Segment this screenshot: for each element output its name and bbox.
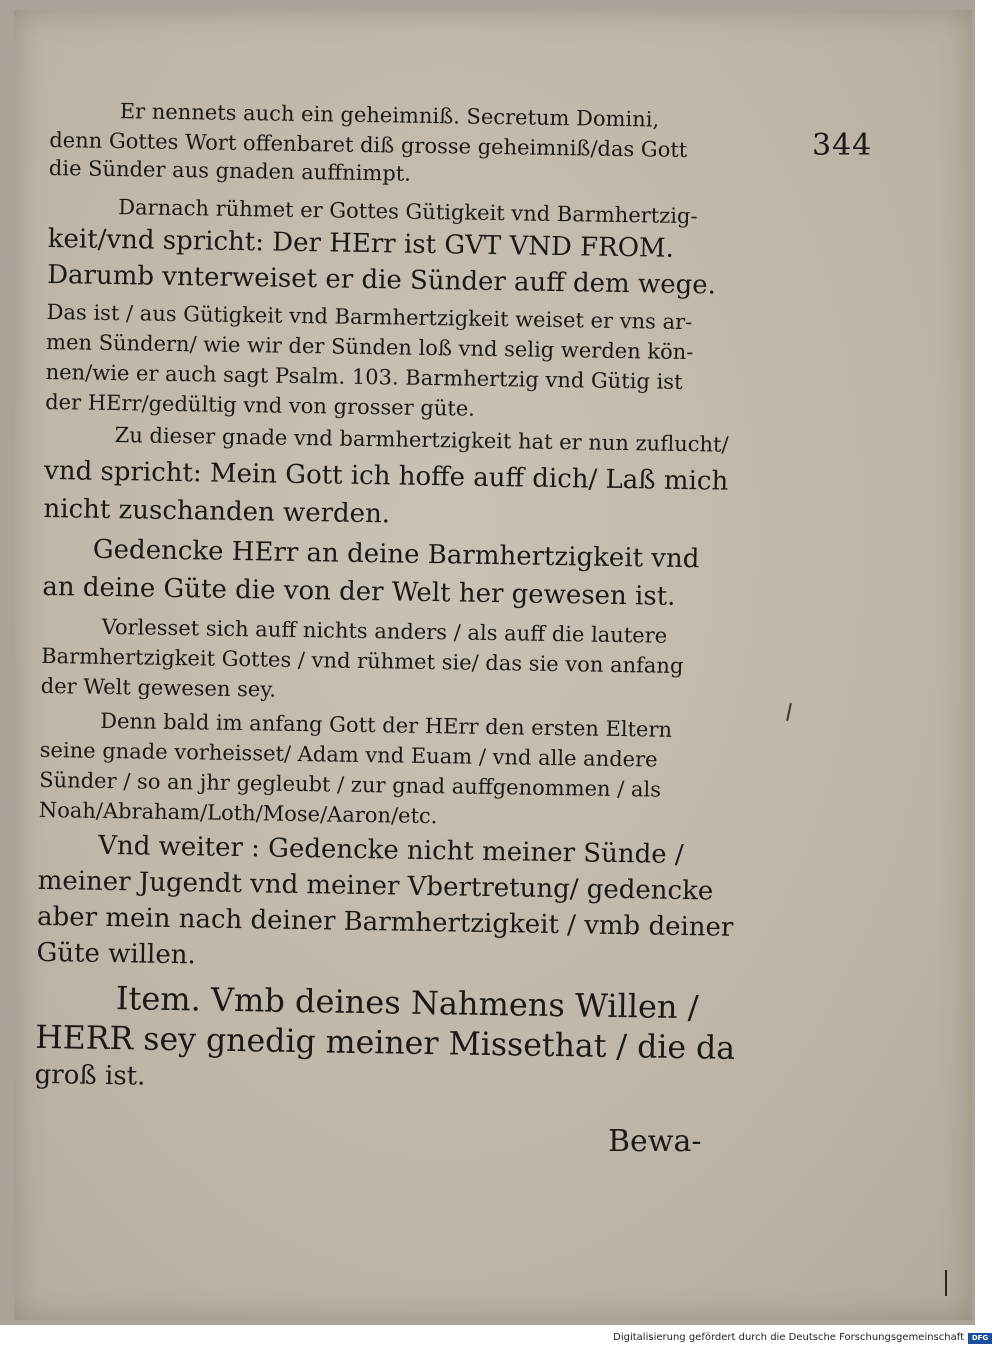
text-line: der Welt gewesen sey. [40,673,277,702]
text-line: Vorlesset sich auff nichts anders / als auff die lautere [101,614,668,648]
catchword: Bewa- [608,1124,702,1159]
text-block [34,98,750,1109]
text-line: Barmhertzigkeit Gottes / vnd rühmet sie/ das sie von anfang [41,643,684,679]
text-line: groß ist. [34,1059,146,1092]
text-line: Noah/Abraham/Loth/Mose/Aaron/etc. [38,797,438,829]
text-line: keit/vnd spricht: Der HErr ist GVT VND FROM. [47,223,675,264]
footer-bar [0,1330,1000,1348]
margin-mark [945,1270,947,1296]
text-line: an deine Güte die von der Welt her gewesen ist. [42,571,676,612]
text-line: denn Gottes Wort offenbaret diß grosse geheimniß/das Gott [49,127,688,163]
text-line: Das ist / aus Gütigkeit vnd Barmhertzigkeit weiset er vns ar- [46,299,693,335]
funding-credit: Digitalisierung gefördert durch die Deutsche Forschungsgemeinschaft [613,1332,964,1343]
text-line: meiner Jugendt vnd meiner Vbertretung/ gedencke [37,865,714,907]
page-number: 344 [812,128,873,163]
text-line: Item. Vmb deines Nahmens Willen / [115,979,699,1027]
text-line: Er nennets auch ein geheimniß. Secretum Domini, [119,99,660,132]
text-line: men Sündern/ wie wir der Sünden loß vnd selig werden kön- [45,329,694,365]
text-line: Darnach rühmet er Gottes Gütigkeit vnd Barmhertzig- [118,195,698,229]
text-line: Sünder / so an jhr gegleubt / zur gnad auffgenommen / als [39,767,662,802]
text-line: Gedencke HErr an deine Barmhertzigkeit vnd [92,534,700,575]
text-line: Darumb vnterweiset er die Sünder auff dem wege. [46,259,717,301]
text-line: HERR sey gnedig meiner Missethat / die da [34,1017,736,1067]
text-line: nicht zuschanden werden. [43,493,391,530]
text-line: die Sünder aus gnaden auffnimpt. [48,155,412,186]
text-line: Vnd weiter : Gedencke nicht meiner Sünde / [98,830,684,871]
text-line: nen/wie er auch sagt Psalm. 103. Barmhertzig vnd Gütig ist [45,359,683,394]
dfg-logo: DFG [968,1333,992,1344]
text-line: Zu dieser gnade vnd barmhertzigkeit hat er nun zuflucht/ [114,423,729,457]
text-line: vnd spricht: Mein Gott ich hoffe auff dich/ Laß mich [43,455,729,497]
text-line: der HErr/gedültig vnd von grosser güte. [45,389,476,421]
text-line: Denn bald im anfang Gott der HErr den ersten Eltern [100,708,673,742]
text-line: aber mein nach deiner Barmhertzigkeit / vmb deiner [36,901,734,943]
text-line: seine gnade vorheisset/ Adam vnd Euam / vnd alle andere [39,737,658,772]
text-line: Güte willen. [36,937,197,971]
